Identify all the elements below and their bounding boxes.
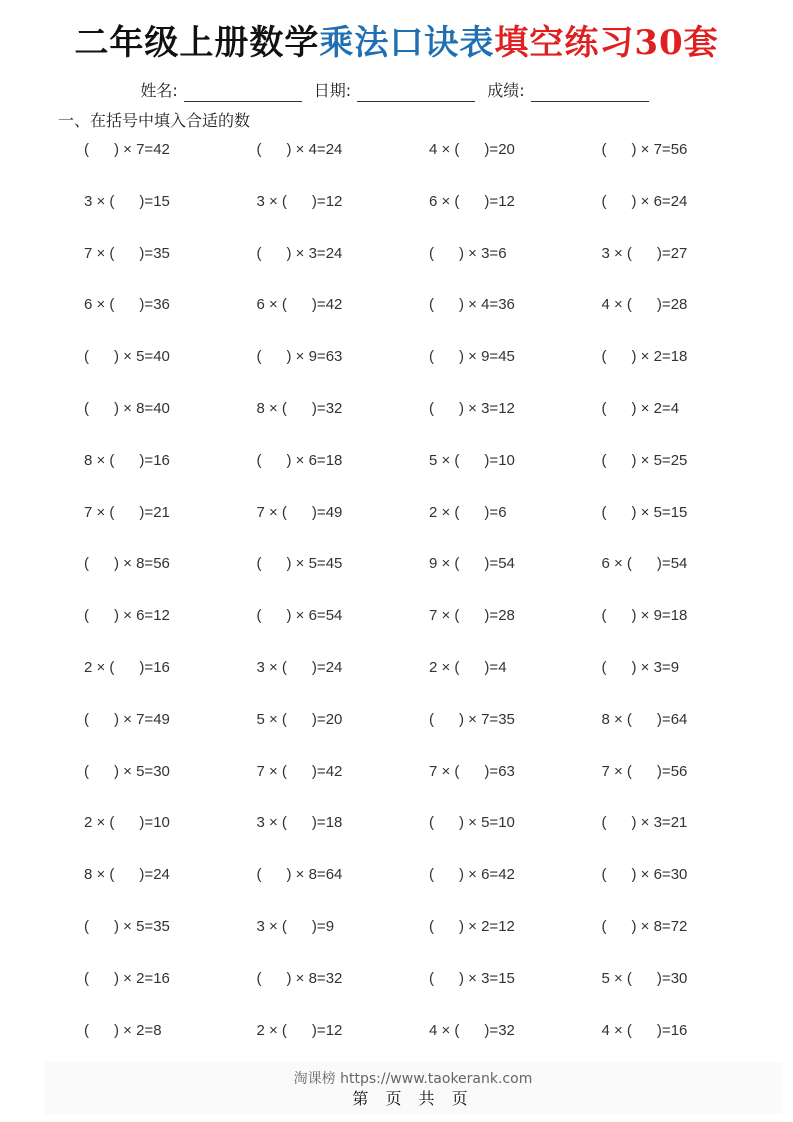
problem-item[interactable]: ( ) × 4=24 xyxy=(256,141,343,158)
problem-item[interactable]: ( ) × 7=42 xyxy=(84,141,170,158)
problem-row xyxy=(84,398,774,450)
problem-item[interactable]: 7 × ( )=56 xyxy=(601,762,688,780)
problem-item[interactable]: ( ) × 5=35 xyxy=(84,917,170,935)
problem-item[interactable]: ( ) × 8=40 xyxy=(84,399,170,417)
problem-item[interactable]: ( ) × 8=72 xyxy=(601,917,688,935)
footer-site: 淘课榜 https://www.taokerank.com xyxy=(293,1071,533,1087)
problem-item[interactable]: ( ) × 6=18 xyxy=(256,451,343,469)
problem-row xyxy=(84,346,774,398)
problem-item[interactable]: 7 × ( )=35 xyxy=(84,244,170,262)
problem-item[interactable]: 3 × ( )=27 xyxy=(601,244,688,262)
problem-item[interactable]: 2 × ( )=6 xyxy=(429,503,507,521)
problem-item[interactable]: 4 × ( )=20 xyxy=(429,141,515,158)
student-info xyxy=(0,80,793,102)
name-label: 姓名: xyxy=(140,81,178,100)
problem-item[interactable]: ( ) × 2=8 xyxy=(84,1021,162,1039)
problem-row xyxy=(84,191,774,243)
problem-item[interactable]: ( ) × 2=16 xyxy=(84,969,170,987)
problem-row xyxy=(84,761,774,813)
problem-row xyxy=(84,657,774,709)
problem-item[interactable]: 3 × ( )=9 xyxy=(256,917,335,935)
section-heading: 一、在括号中填入合适的数 xyxy=(58,111,251,130)
problem-item[interactable]: ( ) × 9=45 xyxy=(429,348,515,366)
problem-row xyxy=(84,450,774,502)
problem-item[interactable]: ( ) × 7=56 xyxy=(601,141,688,158)
problem-item[interactable]: 5 × ( )=30 xyxy=(601,969,688,987)
problem-item[interactable]: ( ) × 6=12 xyxy=(84,607,170,625)
problem-item[interactable]: ( ) × 3=6 xyxy=(429,244,507,262)
problem-item[interactable]: ( ) × 3=9 xyxy=(601,658,680,676)
problem-item[interactable]: 9 × ( )=54 xyxy=(429,555,515,573)
date-blank[interactable] xyxy=(357,84,475,102)
problem-item[interactable]: 5 × ( )=20 xyxy=(256,710,343,728)
score-blank[interactable] xyxy=(531,84,649,102)
problem-item[interactable]: 8 × ( )=24 xyxy=(84,866,170,884)
problem-item[interactable]: 5 × ( )=10 xyxy=(429,451,515,469)
problem-item[interactable]: 4 × ( )=28 xyxy=(601,296,688,314)
problem-row xyxy=(84,294,774,346)
problem-item[interactable]: ( ) × 3=21 xyxy=(601,814,688,832)
problem-row xyxy=(84,864,774,916)
problem-item[interactable]: 8 × ( )=64 xyxy=(601,710,688,728)
problem-item[interactable]: ( ) × 6=30 xyxy=(601,866,688,884)
problem-row xyxy=(84,812,774,864)
problem-item[interactable]: ( ) × 2=12 xyxy=(429,917,515,935)
problem-item[interactable]: ( ) × 2=4 xyxy=(601,399,680,417)
problem-item[interactable]: 6 × ( )=36 xyxy=(84,296,170,314)
problem-item[interactable]: 6 × ( )=12 xyxy=(429,192,515,210)
problem-item[interactable]: ( ) × 2=18 xyxy=(601,348,688,366)
problem-item[interactable]: 7 × ( )=63 xyxy=(429,762,515,780)
problem-item[interactable]: ( ) × 6=24 xyxy=(601,192,688,210)
problem-item[interactable]: 2 × ( )=16 xyxy=(84,658,170,676)
title-grade: 二年级上册数学 xyxy=(74,23,320,63)
problem-item[interactable]: ( ) × 6=42 xyxy=(429,866,515,884)
problem-item[interactable]: 2 × ( )=4 xyxy=(429,658,507,676)
problem-item[interactable]: 7 × ( )=42 xyxy=(256,762,343,780)
problem-item[interactable]: 4 × ( )=32 xyxy=(429,1021,515,1039)
problem-item[interactable]: 4 × ( )=16 xyxy=(601,1021,688,1039)
problem-item[interactable]: 2 × ( )=12 xyxy=(256,1021,343,1039)
problem-item[interactable]: ( ) × 9=63 xyxy=(256,348,343,366)
name-field[interactable] xyxy=(140,80,301,102)
problem-item[interactable]: ( ) × 5=10 xyxy=(429,814,515,832)
problem-item[interactable]: ( ) × 3=12 xyxy=(429,399,515,417)
problem-row xyxy=(84,139,774,191)
name-blank[interactable] xyxy=(184,84,302,102)
problem-row xyxy=(84,243,774,295)
problem-row xyxy=(84,605,774,657)
problem-row xyxy=(84,916,774,968)
date-label: 日期: xyxy=(313,81,352,100)
problem-item[interactable]: ( ) × 3=15 xyxy=(429,969,515,987)
problem-item[interactable]: ( ) × 8=64 xyxy=(256,866,343,884)
problem-item[interactable]: 7 × ( )=21 xyxy=(84,503,170,521)
problem-item[interactable]: ( ) × 8=56 xyxy=(84,555,170,573)
problem-item[interactable]: ( ) × 9=18 xyxy=(601,607,688,625)
problem-item[interactable]: ( ) × 5=25 xyxy=(601,451,688,469)
problem-item[interactable]: 8 × ( )=16 xyxy=(84,451,170,469)
problem-row xyxy=(84,709,774,761)
problem-item[interactable]: ( ) × 7=49 xyxy=(84,710,170,728)
problem-item[interactable]: ( ) × 5=45 xyxy=(256,555,343,573)
problem-row xyxy=(84,553,774,605)
date-field[interactable] xyxy=(314,80,475,102)
problem-item[interactable]: 2 × ( )=10 xyxy=(84,814,170,832)
worksheet-title xyxy=(0,18,793,68)
problem-item[interactable]: 3 × ( )=18 xyxy=(256,814,343,832)
score-label: 成绩: xyxy=(487,81,525,100)
problem-item[interactable]: ( ) × 8=32 xyxy=(256,969,343,987)
problem-item[interactable]: 3 × ( )=15 xyxy=(84,192,170,210)
page-number: 第 页 共 页 xyxy=(352,1089,474,1108)
problem-item[interactable]: ( ) × 6=54 xyxy=(256,607,343,625)
page-footer xyxy=(44,1062,782,1114)
title-topic: 乘法口诀表 xyxy=(319,23,495,63)
problem-item[interactable]: 6 × ( )=54 xyxy=(601,555,688,573)
problem-item[interactable]: ( ) × 3=24 xyxy=(256,244,343,262)
problem-row xyxy=(84,968,774,1020)
problem-item[interactable]: 7 × ( )=49 xyxy=(256,503,343,521)
problem-item[interactable]: ( ) × 5=40 xyxy=(84,348,170,366)
problem-item[interactable]: 3 × ( )=12 xyxy=(256,192,343,210)
problem-item[interactable]: 6 × ( )=42 xyxy=(256,296,343,314)
problem-item[interactable]: ( ) × 5=30 xyxy=(84,762,170,780)
problem-item[interactable]: 7 × ( )=28 xyxy=(429,607,515,625)
problem-item[interactable]: ( ) × 4=36 xyxy=(429,296,515,314)
problem-item[interactable]: ( ) × 5=15 xyxy=(601,503,688,521)
problem-item[interactable]: 3 × ( )=24 xyxy=(256,658,343,676)
problem-item[interactable]: 8 × ( )=32 xyxy=(256,399,343,417)
score-field[interactable] xyxy=(487,80,648,102)
problem-grid xyxy=(84,139,774,1071)
problem-item[interactable]: ( ) × 7=35 xyxy=(429,710,515,728)
problem-row xyxy=(84,502,774,554)
title-exercise: 填空练习30套 xyxy=(494,23,719,63)
